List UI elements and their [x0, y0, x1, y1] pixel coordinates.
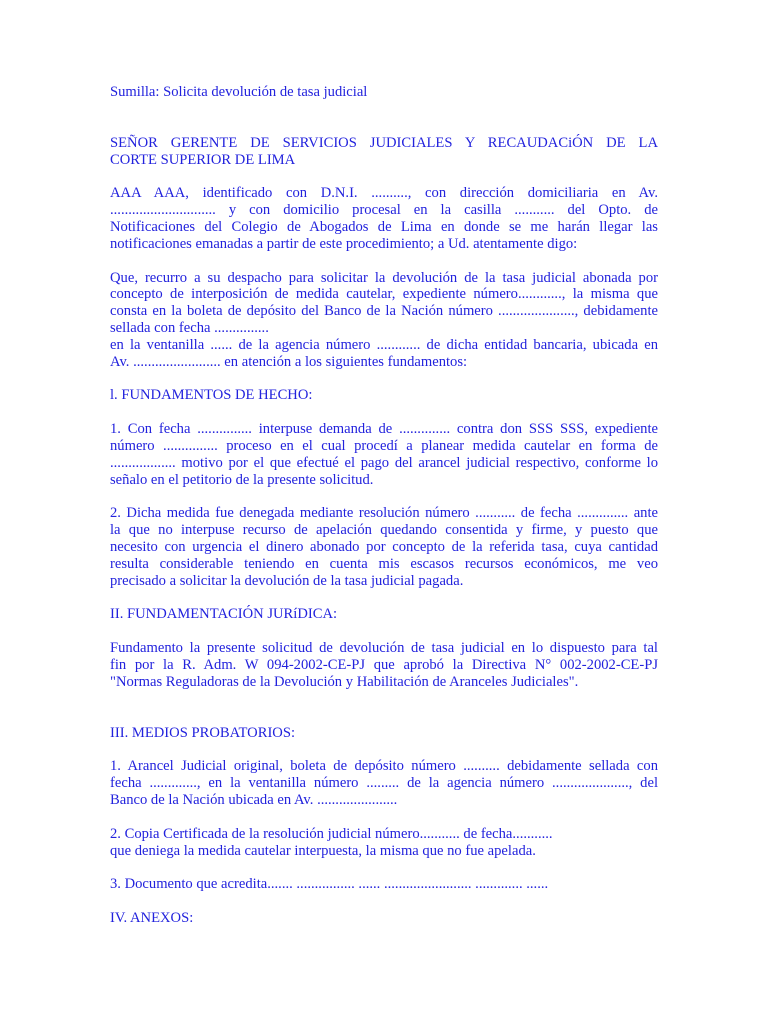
sumilla: Sumilla: Solicita devolución de tasa judicial: [110, 84, 368, 100]
section-heading-anexos: IV. ANEXOS:: [110, 910, 194, 927]
medios-item-3: 3. Documento que acredita....... ................ ...... ........................ ............. ......: [110, 876, 549, 893]
intro-line: AAA AAA, identificado con D.N.I. .........., con dirección domiciliaria en Av.: [110, 185, 658, 202]
petition-line: concepto de interposición de medida cautelar, expediente número............, la misma que: [110, 286, 658, 303]
petition-paragraph: [110, 270, 658, 371]
medios-line: 2. Copia Certificada de la resolución judicial número........... de fecha...........: [110, 825, 553, 842]
medios-line: que deniega la medida cautelar interpuesta, la misma que no fue apelada.: [110, 842, 536, 859]
juridica-line: Fundamento la presente solicitud de devolución de tasa judicial en lo dispuesto para tal: [110, 640, 658, 657]
juridica-line: fin por la R. Adm. W 094-2002-CE-PJ que aprobó la Directiva N° 002-2002-CE-PJ: [110, 656, 658, 673]
hechos-line: 1. Con fecha ............... interpuse demanda de .............. contra don SSS SSS, expediente: [110, 421, 658, 438]
addressee-line: SEÑOR GERENTE DE SERVICIOS JUDICIALES Y RECAUDACiÓN DE LA: [110, 134, 658, 151]
hechos-line: resulta considerable teniendo en cuenta mis escasos recursos económicos, me veo: [110, 555, 658, 572]
medios-item-1: [110, 758, 658, 808]
addressee-line: CORTE SUPERIOR DE LIMA: [110, 151, 296, 168]
section-heading-hechos: l. FUNDAMENTOS DE HECHO:: [110, 387, 313, 404]
hechos-line: .................. motivo por el que efectué el pago del arancel judicial respectivo, conforme lo: [110, 454, 658, 471]
hechos-item-1: [110, 421, 658, 488]
intro-line: Notificaciones del Colegio de Abogados de Lima en donde se me harán llegar las: [110, 218, 658, 235]
medios-item-2: [110, 826, 658, 860]
medios-line: Banco de la Nación ubicada en Av. ......................: [110, 791, 398, 808]
hechos-line: 2. Dicha medida fue denegada mediante resolución número ........... de fecha .............. ante: [110, 505, 658, 522]
medios-line: fecha ............., en la ventanilla número ......... de la agencia número ....................., del: [110, 775, 658, 792]
intro-paragraph: [110, 185, 658, 252]
juridica-line: "Normas Reguladoras de la Devolución y Habilitación de Aranceles Judiciales".: [110, 673, 579, 690]
petition-line: Av. ........................ en atención a los siguientes fundamentos:: [110, 353, 468, 370]
petition-line: en la ventanilla ...... de la agencia número ............ de dicha entidad bancaria, ubicada en: [110, 336, 658, 353]
hechos-line: necesito con urgencia el dinero abonado por concepto de la referida tasa, cuya cantidad: [110, 538, 658, 555]
section-heading-juridica: II. FUNDAMENTACIÓN JURíDICA:: [110, 606, 338, 623]
hechos-line: la que no interpuse recurso de apelación quedando consentida y firme, y puesto que: [110, 522, 658, 539]
petition-line: consta en la boleta de depósito del Banco de la Nación número ....................., debidamente: [110, 303, 658, 320]
medios-line: 1. Arancel Judicial original, boleta de depósito número .......... debidamente sellada con: [110, 758, 658, 775]
hechos-line: número ............... proceso en el cual procedí a planear medida cautelar en forma de: [110, 437, 658, 454]
petition-line: sellada con fecha ...............: [110, 319, 269, 336]
petition-line: Que, recurro a su despacho para solicitar la devolución de la tasa judicial abonada por: [110, 269, 658, 286]
intro-line: notificaciones emanadas a partir de este procedimiento; a Ud. atentamente digo:: [110, 235, 578, 252]
hechos-item-2: [110, 505, 658, 589]
hechos-line: precisado a solicitar la devolución de la tasa judicial pagada.: [110, 572, 464, 589]
hechos-line: señalo en el petitorio de la presente solicitud.: [110, 471, 374, 488]
juridica-paragraph: [110, 640, 658, 690]
addressee: [110, 135, 658, 169]
intro-line: ............................. y con domicilio procesal en la casilla ........... del Opto. de: [110, 202, 658, 219]
document-body: [110, 84, 658, 927]
section-heading-medios: III. MEDIOS PROBATORIOS:: [110, 724, 296, 741]
